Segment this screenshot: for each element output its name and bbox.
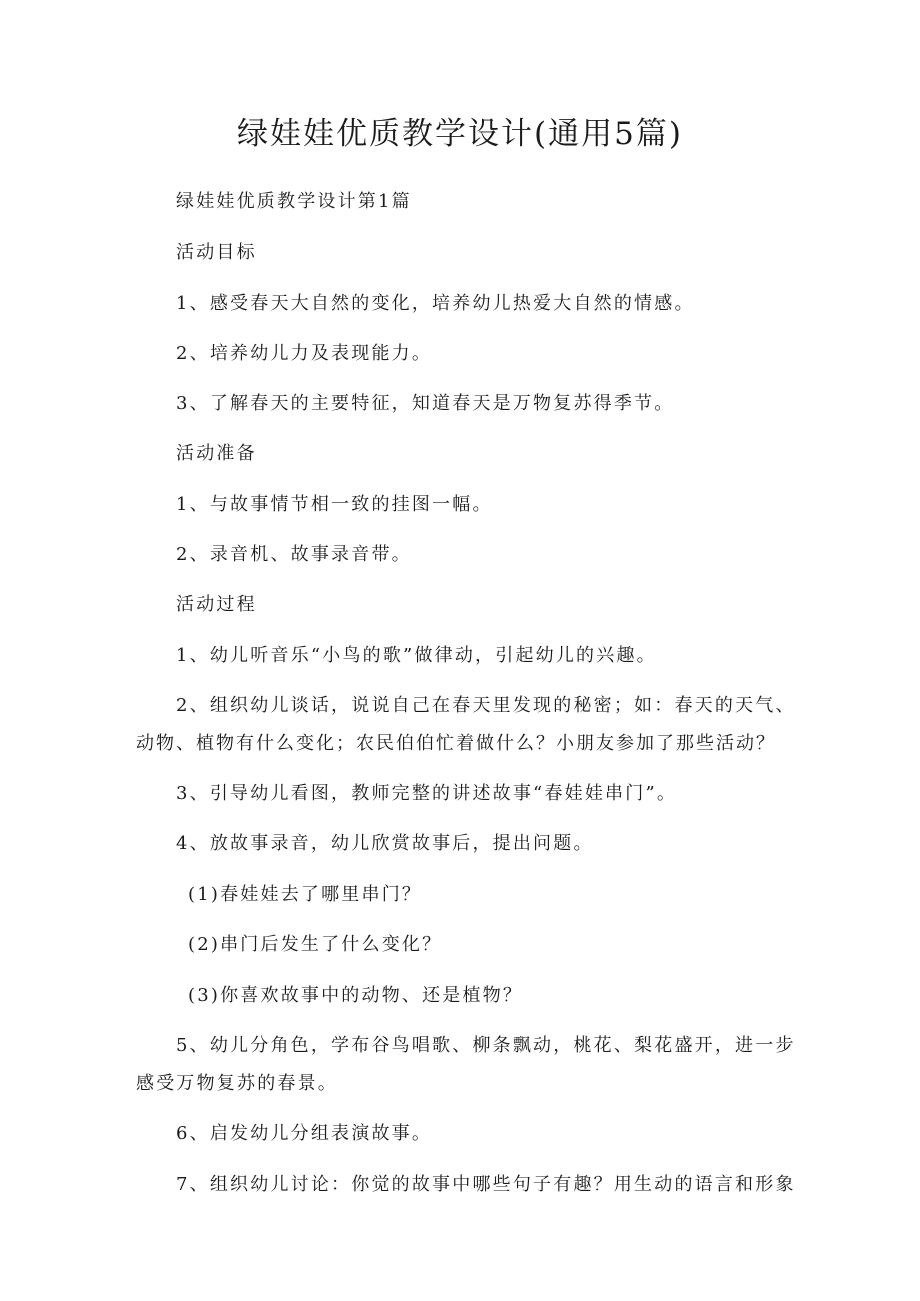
- section-heading: 绿娃娃优质教学设计第1篇: [176, 191, 412, 212]
- paragraph-line: 2、培养幼儿力及表现能力。: [176, 343, 433, 364]
- document-title: 绿娃娃优质教学设计(通用5篇): [237, 116, 683, 152]
- paragraph-line: 4、放故事录音，幼儿欣赏故事后，提出问题。: [176, 833, 594, 854]
- paragraph-line: 动物、植物有什么变化；农民伯伯忙着做什么？小朋友参加了那些活动？: [136, 733, 776, 754]
- paragraph-line: 2、录音机、故事录音带。: [176, 544, 412, 565]
- subheading-process: 活动过程: [176, 594, 257, 615]
- paragraph-line: 7、组织幼儿讨论：你觉的故事中哪些句子有趣？用生动的语言和形象: [176, 1174, 796, 1195]
- paragraph-line: 1、幼儿听音乐“小鸟的歌”做律动，引起幼儿的兴趣。: [176, 645, 657, 666]
- question-item: (1)春娃娃去了哪里串门？: [188, 884, 423, 905]
- subheading-preparation: 活动准备: [176, 443, 257, 464]
- paragraph-line: 1、与故事情节相一致的挂图一幅。: [176, 494, 493, 515]
- paragraph-line: 1、感受春天大自然的变化，培养幼儿热爱大自然的情感。: [176, 293, 695, 314]
- paragraph-line: 5、幼儿分角色，学布谷鸟唱歌、柳条飘动，桃花、梨花盛开，进一步: [176, 1035, 796, 1056]
- paragraph-line: 感受万物复苏的春景。: [136, 1073, 338, 1094]
- question-item: (2)串门后发生了什么变化？: [188, 934, 443, 955]
- question-item: (3)你喜欢故事中的动物、还是植物？: [188, 985, 524, 1006]
- paragraph-line: 3、引导幼儿看图，教师完整的讲述故事“春娃娃串门”。: [176, 783, 678, 804]
- paragraph-line: 2、组织幼儿谈话，说说自己在春天里发现的秘密；如：春天的天气、: [176, 695, 796, 716]
- paragraph-line: 3、了解春天的主要特征，知道春天是万物复苏得季节。: [176, 393, 675, 414]
- subheading-goals: 活动目标: [176, 242, 257, 263]
- paragraph-line: 6、启发幼儿分组表演故事。: [176, 1123, 433, 1144]
